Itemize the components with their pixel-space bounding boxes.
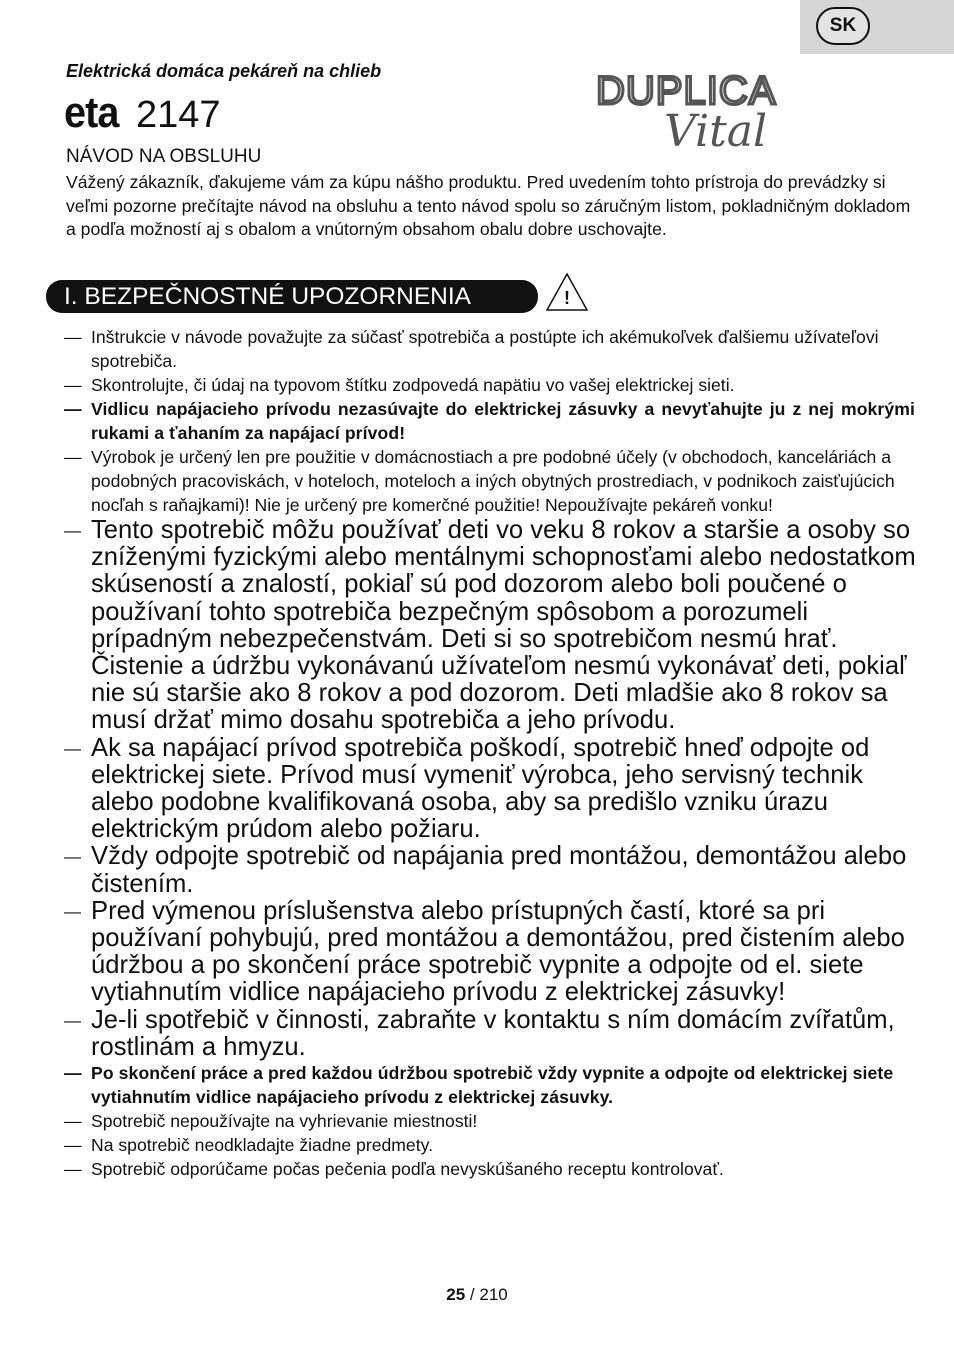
- dash-bullet: —: [64, 1111, 82, 1132]
- dash-bullet: —: [64, 521, 81, 540]
- list-item: [64, 735, 924, 844]
- warning-triangle-icon: [545, 272, 589, 312]
- brand-heading: [64, 88, 221, 138]
- list-item-text: Po skončení práce a pred každou údržbou spotrebič vždy vypnite a odpojte od elektrickej siete vytiahnutím vidlice napájacieho prívodu z elektrickej zásuvky.: [91, 1063, 894, 1108]
- dash-bullet: —: [64, 1063, 82, 1084]
- dash-bullet: —: [64, 1159, 82, 1180]
- dash-bullet: —: [64, 327, 82, 347]
- list-item-text: Tento spotrebič môžu používať deti vo veku 8 rokov a staršie a osoby so zníženými fyzickými alebo mentálnymi schopnosťami alebo nedostatkom skúseností a znalostí, pokiaľ sú pod dozorom alebo boli poučené o používaní tohto spotrebiča bezpečným spôsobom a porozumeli prípadným nebezpečenstvám. Deti si so spotrebičom nesmú hrať. Čistenie a údržbu vykonávanú užívateľom nesmú vykonávať deti, pokiaľ nie sú staršie ako 8 rokov a pod dozorom. Deti mladšie ako 8 rokov sa musí držať mimo dosahu spotrebiča a jeho prívodu.: [91, 516, 916, 735]
- page-number: [0, 1285, 954, 1305]
- logo-duplica-text: DUPLICA: [596, 69, 777, 113]
- list-item: [64, 843, 924, 897]
- dash-bullet: —: [64, 447, 82, 467]
- product-subtitle: Elektrická domáca pekáreň na chlieb: [66, 61, 382, 81]
- language-tab: [800, 0, 954, 54]
- list-item: [64, 1061, 924, 1109]
- dash-bullet: —: [64, 901, 81, 921]
- page-total: / 210: [469, 1285, 508, 1304]
- list-item-text: Výrobok je určený len pre použitie v domácnostiach a pre podobné účely (v obchodoch, kanceláriách a podobných pracoviskách, v hoteloch, moteloch a iných obytných prostrediach, v podnikoch zaisťujúcich nocľah s raňajkami)! Nie je určený pre komerčné použitie! Nepoužívajte pekáreň vonku!: [91, 447, 895, 515]
- brand-name: eta: [64, 88, 119, 137]
- list-item-text: Pred výmenou príslušenstva alebo prístupných častí, ktoré sa pri používaní pohybujú, pred montážou a demontážou, pred čistením alebo údržbou a po skončení práce spotrebič vypnite a odpojte od el. siete vytiahnutím vidlice napájacieho prívodu z elektrickej zásuvky!: [91, 896, 905, 1007]
- dash-bullet: —: [64, 1135, 82, 1156]
- manual-title: NÁVOD NA OBSLUHU: [66, 146, 262, 167]
- dash-bullet: —: [64, 1010, 81, 1030]
- safety-list: [64, 325, 924, 1181]
- list-item-text: Spotrebič nepoužívajte na vyhrievanie miestnosti!: [91, 1111, 478, 1132]
- dash-bullet: —: [64, 375, 82, 395]
- list-item-text: Vždy odpojte spotrebič od napájania pred montážou, demontážou alebo čistením.: [91, 842, 907, 898]
- list-item: [64, 445, 924, 517]
- list-item: [64, 1007, 924, 1061]
- intro-paragraph: Vážený zákazník, ďakujeme vám za kúpu nášho produktu. Pred uvedením tohto prístroja do prevádzky si veľmi pozorne prečítajte návod na obsluhu a tento návod spolu so záručným listom, pokladničným dokladom a podľa možností aj s obalom a vnútorným obsahom obalu dobre uschovajte.: [66, 172, 911, 239]
- list-item: [64, 1157, 924, 1181]
- dash-bullet: —: [64, 399, 82, 419]
- page-current: 25: [446, 1285, 466, 1304]
- svg-text:!: !: [564, 288, 570, 308]
- list-item: [64, 517, 924, 735]
- list-item-text: Ak sa napájací prívod spotrebiča poškodí, spotrebič hneď odpojte od elektrickej siete. Prívod musí vymeniť výrobca, jeho servisný technik alebo podobne kvalifikovaná osoba, aby sa predišlo vzniku úrazu elektrickým prúdom alebo požiaru.: [91, 733, 870, 844]
- list-item: [64, 397, 924, 445]
- list-item-text: Skontrolujte, či údaj na typovom štítku zodpovedá napätiu vo vašej elektrickej sieti.: [91, 375, 735, 395]
- model-number: 2147: [136, 94, 221, 136]
- dash-bullet: —: [64, 847, 81, 867]
- list-item-text: Na spotrebič neodkladajte žiadne predmety.: [91, 1135, 433, 1156]
- list-item-text: Je-li spotřebič v činnosti, zabraňte v kontaktu s ním domácím zvířatům, rostlinám a hmyzu.: [91, 1005, 895, 1061]
- duplica-vital-logo: [594, 66, 830, 156]
- language-badge: SK: [816, 7, 870, 45]
- section-heading: I. BEZPEČNOSTNÉ UPOZORNENIA: [46, 280, 538, 313]
- list-item: [64, 898, 924, 1007]
- logo-vital-text: Vital: [664, 106, 768, 156]
- list-item: [64, 325, 924, 373]
- list-item-text: Spotrebič odporúčame počas pečenia podľa nevyskúšaného receptu kontrolovať.: [91, 1159, 724, 1180]
- list-item: [64, 1133, 924, 1157]
- list-item-text: Vidlicu napájacieho prívodu nezasúvajte do elektrickej zásuvky a nevyťahujte ju z nej mokrými rukami a ťahaním za napájací prívod!: [91, 399, 915, 443]
- list-item: [64, 373, 924, 397]
- list-item: [64, 1109, 924, 1133]
- list-item-text: Inštrukcie v návode považujte za súčasť spotrebiča a postúpte ich akémukoľvek ďalšiemu užívateľovi spotrebiča.: [91, 327, 879, 371]
- dash-bullet: —: [64, 738, 81, 758]
